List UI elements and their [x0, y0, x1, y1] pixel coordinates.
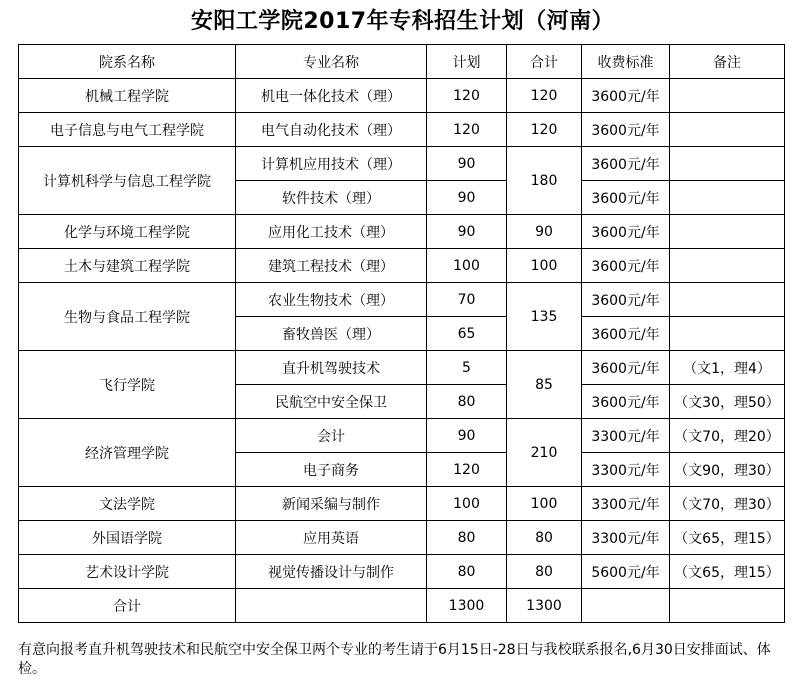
table-row	[19, 555, 785, 589]
fee-cell: 3300元/年	[582, 453, 670, 487]
summary-row	[19, 589, 785, 623]
table-row	[19, 419, 785, 453]
table-header-row	[19, 45, 785, 79]
major-name-cell: 电子商务	[236, 453, 427, 487]
fee-cell: 3600元/年	[582, 181, 670, 215]
note-cell	[670, 249, 785, 283]
plan-cell: 120	[427, 79, 507, 113]
header-total: 合计	[507, 45, 582, 79]
page-title: 安阳工学院2017年专科招生计划（河南）	[190, 9, 615, 34]
plan-cell: 90	[427, 215, 507, 249]
major-name-cell: 视觉传播设计与制作	[236, 555, 427, 589]
table-row	[19, 113, 785, 147]
major-name-cell: 应用英语	[236, 521, 427, 555]
major-name-cell: 民航空中安全保卫	[236, 385, 427, 419]
fee-cell: 3600元/年	[582, 215, 670, 249]
college-total-cell: 180	[507, 147, 582, 215]
major-name-cell: 电气自动化技术（理）	[236, 113, 427, 147]
fee-cell: 3600元/年	[582, 79, 670, 113]
college-name-cell: 化学与环境工程学院	[19, 215, 236, 249]
table-row	[19, 487, 785, 521]
plan-cell: 90	[427, 147, 507, 181]
college-name-cell: 计算机科学与信息工程学院	[19, 147, 236, 215]
college-total-cell: 100	[507, 249, 582, 283]
footnote: 有意向报考直升机驾驶技术和民航空中安全保卫两个专业的考生请于6月15日-28日与我校联系报名,6月30日安排面试、体检。	[18, 642, 771, 677]
college-name-cell: 飞行学院	[19, 351, 236, 419]
college-name-cell: 生物与食品工程学院	[19, 283, 236, 351]
major-name-cell: 会计	[236, 419, 427, 453]
fee-cell: 3600元/年	[582, 351, 670, 385]
plan-cell: 80	[427, 521, 507, 555]
note-cell	[670, 215, 785, 249]
major-name-cell: 机电一体化技术（理）	[236, 79, 427, 113]
college-total-cell: 120	[507, 113, 582, 147]
college-name-cell: 经济管理学院	[19, 419, 236, 487]
fee-cell: 3300元/年	[582, 487, 670, 521]
plan-cell: 5	[427, 351, 507, 385]
plan-cell: 70	[427, 283, 507, 317]
major-name-cell: 软件技术（理）	[236, 181, 427, 215]
enrollment-plan-table	[18, 44, 785, 623]
major-name-cell: 农业生物技术（理）	[236, 283, 427, 317]
table-row	[19, 215, 785, 249]
major-name-cell: 畜牧兽医（理）	[236, 317, 427, 351]
college-total-cell: 120	[507, 79, 582, 113]
note-cell	[670, 283, 785, 317]
table-row	[19, 521, 785, 555]
note-cell	[670, 181, 785, 215]
summary-plan: 1300	[427, 589, 507, 623]
college-total-cell: 85	[507, 351, 582, 419]
plan-cell: 100	[427, 249, 507, 283]
college-name-cell: 艺术设计学院	[19, 555, 236, 589]
note-cell: （文70，理30）	[670, 487, 785, 521]
plan-cell: 80	[427, 385, 507, 419]
note-cell	[670, 317, 785, 351]
header-note: 备注	[670, 45, 785, 79]
fee-cell: 3600元/年	[582, 249, 670, 283]
major-name-cell: 建筑工程技术（理）	[236, 249, 427, 283]
note-cell: （文70，理20）	[670, 419, 785, 453]
college-total-cell: 135	[507, 283, 582, 351]
table-row	[19, 351, 785, 385]
fee-cell: 3300元/年	[582, 521, 670, 555]
college-name-cell: 电子信息与电气工程学院	[19, 113, 236, 147]
fee-cell: 3600元/年	[582, 283, 670, 317]
college-total-cell: 80	[507, 555, 582, 589]
table-row	[19, 283, 785, 317]
college-name-cell: 外国语学院	[19, 521, 236, 555]
summary-total: 1300	[507, 589, 582, 623]
college-total-cell: 100	[507, 487, 582, 521]
header-major: 专业名称	[236, 45, 427, 79]
header-fee: 收费标准	[582, 45, 670, 79]
college-total-cell: 210	[507, 419, 582, 487]
plan-cell: 65	[427, 317, 507, 351]
note-cell	[670, 147, 785, 181]
header-plan: 计划	[427, 45, 507, 79]
plan-cell: 120	[427, 113, 507, 147]
plan-cell: 100	[427, 487, 507, 521]
plan-cell: 90	[427, 181, 507, 215]
major-name-cell: 新闻采编与制作	[236, 487, 427, 521]
college-total-cell: 80	[507, 521, 582, 555]
major-name-cell: 直升机驾驶技术	[236, 351, 427, 385]
fee-cell: 3600元/年	[582, 385, 670, 419]
note-cell	[670, 79, 785, 113]
summary-empty-note	[670, 589, 785, 623]
summary-label: 合计	[19, 589, 236, 623]
note-cell: （文90，理30）	[670, 453, 785, 487]
plan-cell: 120	[427, 453, 507, 487]
header-college: 院系名称	[19, 45, 236, 79]
fee-cell: 5600元/年	[582, 555, 670, 589]
fee-cell: 3600元/年	[582, 317, 670, 351]
plan-cell: 80	[427, 555, 507, 589]
table-row	[19, 249, 785, 283]
college-name-cell: 机械工程学院	[19, 79, 236, 113]
major-name-cell: 计算机应用技术（理）	[236, 147, 427, 181]
fee-cell: 3600元/年	[582, 147, 670, 181]
table-row	[19, 147, 785, 181]
note-cell	[670, 113, 785, 147]
college-name-cell: 土木与建筑工程学院	[19, 249, 236, 283]
note-cell: （文1，理4）	[670, 351, 785, 385]
note-cell: （文30，理50）	[670, 385, 785, 419]
major-name-cell: 应用化工技术（理）	[236, 215, 427, 249]
plan-cell: 90	[427, 419, 507, 453]
college-total-cell: 90	[507, 215, 582, 249]
summary-empty-major	[236, 589, 427, 623]
note-cell: （文65，理15）	[670, 521, 785, 555]
table-body	[19, 79, 785, 589]
college-name-cell: 文法学院	[19, 487, 236, 521]
fee-cell: 3300元/年	[582, 419, 670, 453]
table-row	[19, 79, 785, 113]
summary-empty-fee	[582, 589, 670, 623]
fee-cell: 3600元/年	[582, 113, 670, 147]
note-cell: （文65，理15）	[670, 555, 785, 589]
